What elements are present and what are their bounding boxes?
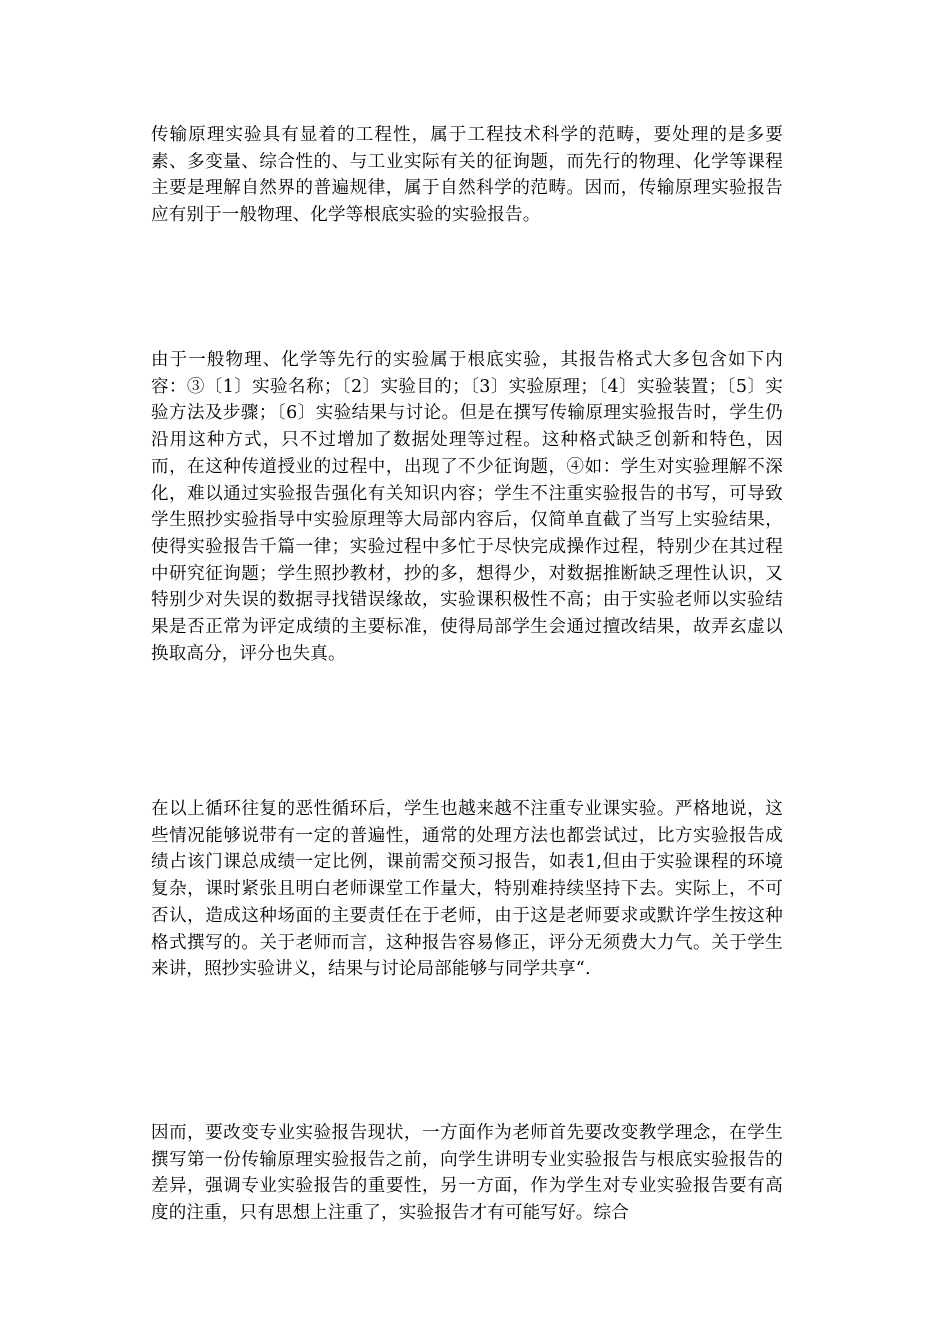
- paragraph-3: 在以上循环往复的恶性循环后，学生也越来越不注重专业课实验。严格地说，这些情况能够说带有一定的普遍性，通常的处理方法也都尝试过，比方实验报告成绩占该门课总成绩一定比例，课前需交预习报告，如表1,但由于实验课程的环境复杂，课时紧张且明白老师课堂工作量大，特别难持续坚持下去。实际上，不可否认，造成这种场面的主要责任在于老师，由于这是老师要求或默许学生按这种格式撰写的。关于老师而言，这种报告容易修正，评分无须费大力气。关于学生来讲，照抄实验讲义，结果与讨论局部能够与同学共享“.: [151, 799, 783, 980]
- paragraph-1: 传输原理实验具有显着的工程性，属于工程技术科学的范畴，要处理的是多要素、多变量、综合性的、与工业实际有关的征询题，而先行的物理、化学等课程主要是理解自然界的普遍规律，属于自然科学的范畴。因而，传输原理实验报告应有别于一般物理、化学等根底实验的实验报告。: [151, 125, 783, 226]
- paragraph-2: 由于一般物理、化学等先行的实验属于根底实验，其报告格式大多包含如下内容：③〔1〕实验名称；〔2〕实验目的；〔3〕实验原理；〔4〕实验装置；〔5〕实验方法及步骤；〔6〕实验结果与讨论。但是在撰写传输原理实验报告时，学生仍沿用这种方式，只不过增加了数据处理等过程。这种格式缺乏创新和特色，因而，在这种传道授业的过程中，出现了不少征询题，④如：学生对实验理解不深化，难以通过实验报告强化有关知识内容；学生不注重实验报告的书写，可导致学生照抄实验指导中实验原理等大局部内容后，仅简单直截了当写上实验结果，使得实验报告千篇一律；实验过程中多忙于尽快完成操作过程，特别少在其过程中研究征询题；学生照抄教材，抄的多，想得少，对数据推断缺乏理性认识，又特别少对失误的数据寻找错误缘故，实验课积极性不高；由于实验老师以实验结果是否正常为评定成绩的主要标准，使得局部学生会通过擅改结果，故弄玄虚以换取高分，评分也失真。: [151, 350, 783, 664]
- paragraph-4: 因而，要改变专业实验报告现状，一方面作为老师首先要改变教学理念，在学生撰写第一份传输原理实验报告之前，向学生讲明专业实验报告与根底实验报告的差异，强调专业实验报告的重要性，另一方面，作为学生对专业实验报告要有高度的注重，只有思想上注重了，实验报告才有可能写好。综合: [151, 1123, 783, 1224]
